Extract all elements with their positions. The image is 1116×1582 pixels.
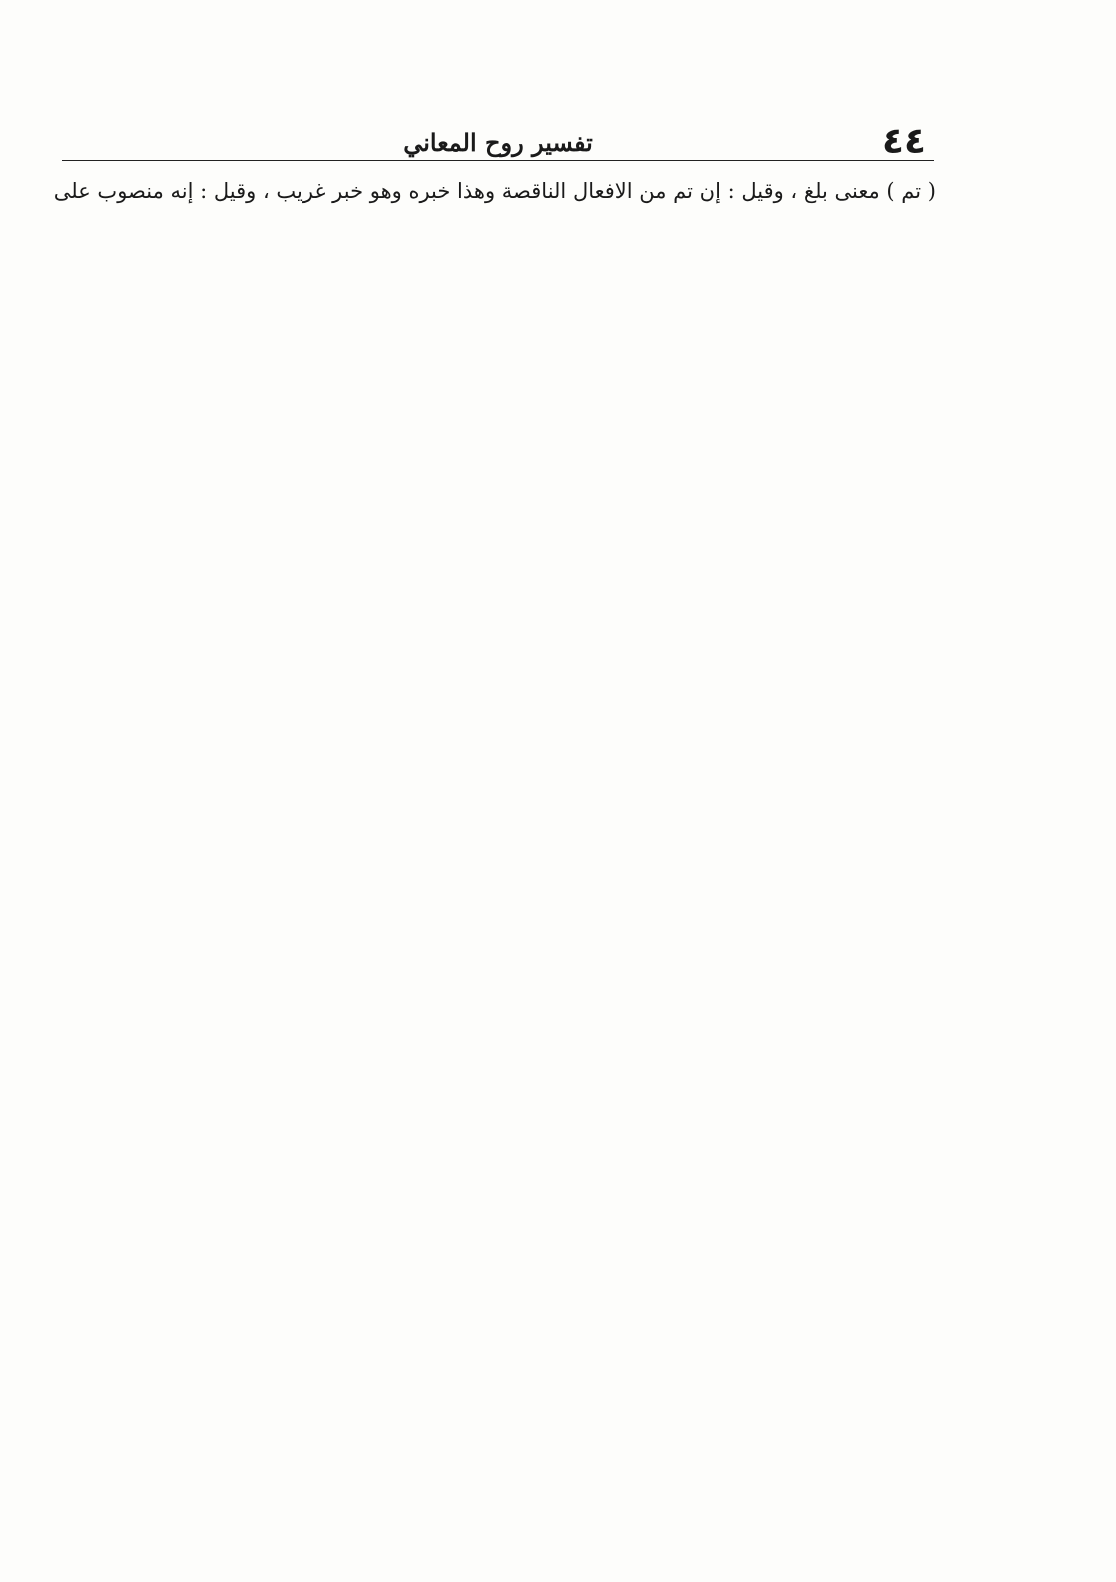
text-line xyxy=(44,1521,936,1560)
text-line xyxy=(44,1367,936,1406)
text-line xyxy=(44,1406,936,1445)
text-line: ( تم ) معنى بلغ ، وقيل : إن تم من الافعال الناقصة وهذا خبره وهو خبر غريب ، وقيل : إنه منصوب على xyxy=(53,179,936,203)
text-line xyxy=(44,1251,936,1290)
header-divider xyxy=(62,160,934,161)
text-line xyxy=(44,288,936,327)
page-number: ٤٤ xyxy=(882,121,926,162)
text-line xyxy=(44,326,936,365)
text-line xyxy=(44,827,936,866)
text-line xyxy=(44,1136,936,1175)
text-line xyxy=(44,635,936,674)
text-line xyxy=(44,1174,936,1213)
text-line xyxy=(44,1097,936,1136)
text-line xyxy=(44,596,936,635)
text-line xyxy=(44,1213,936,1252)
text-line xyxy=(44,249,936,288)
text-line xyxy=(44,673,936,712)
body-text xyxy=(44,172,936,1560)
text-line xyxy=(44,365,936,404)
text-line xyxy=(44,1483,936,1522)
text-line xyxy=(44,442,936,481)
text-line xyxy=(44,1020,936,1059)
text-line xyxy=(44,1290,936,1329)
text-line xyxy=(44,1444,936,1483)
text-line xyxy=(44,403,936,442)
text-line xyxy=(44,1328,936,1367)
text-line xyxy=(44,519,936,558)
page-header xyxy=(62,118,934,166)
text-line xyxy=(44,480,936,519)
text-line xyxy=(44,557,936,596)
text-line xyxy=(44,211,936,250)
text-line xyxy=(44,943,936,982)
text-line xyxy=(44,866,936,905)
text-line xyxy=(44,1059,936,1098)
text-line xyxy=(44,904,936,943)
running-title: تفسير روح المعاني xyxy=(403,128,593,157)
text-line xyxy=(44,789,936,828)
text-line xyxy=(44,981,936,1020)
text-line xyxy=(44,712,936,751)
text-line xyxy=(44,750,936,789)
